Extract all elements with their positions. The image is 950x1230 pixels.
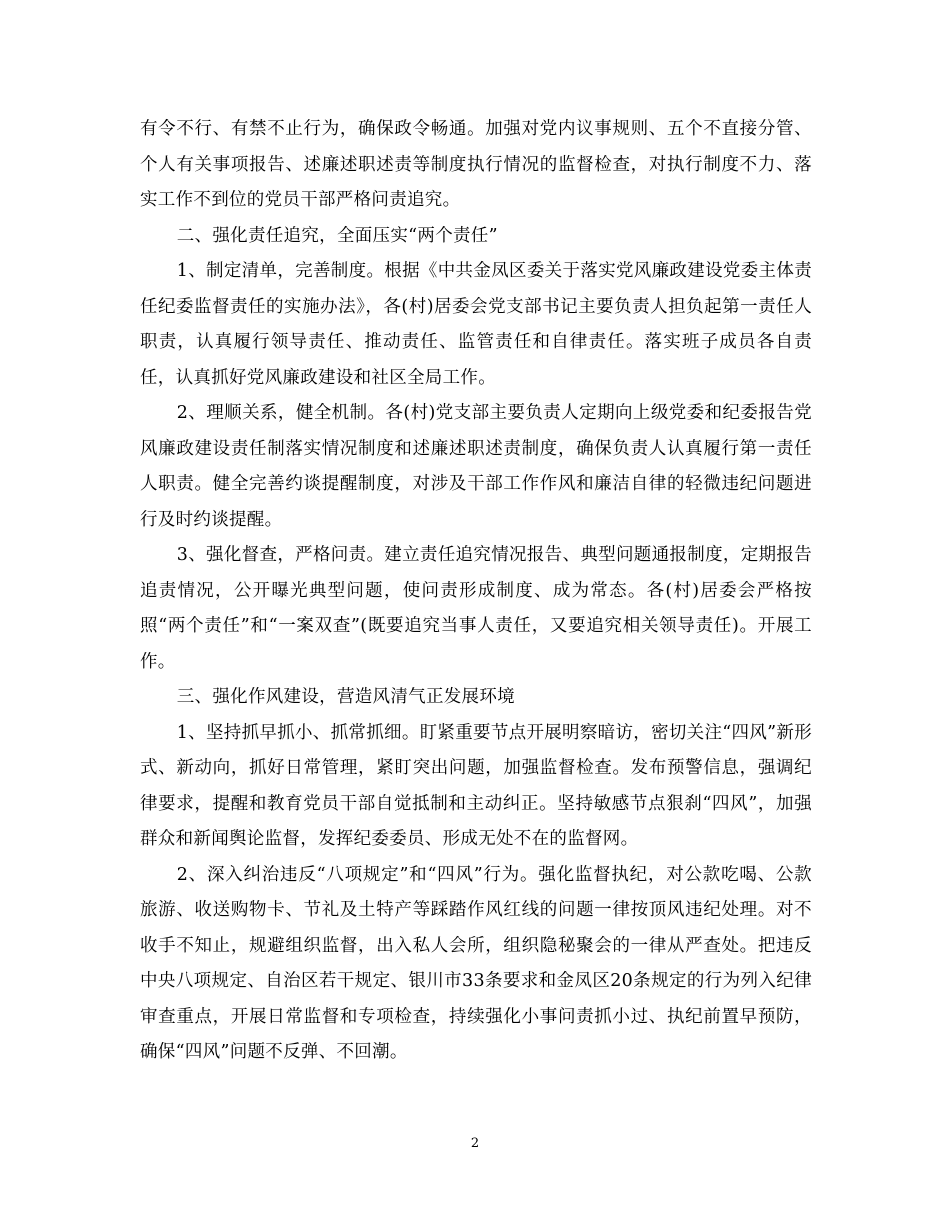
paragraph-3-1: 1、坚持抓早抓小、抓常抓细。盯紧重要节点开展明察暗访，密切关注“四风”新形式、新动向，抓好日常管理，紧盯突出问题，加强监督检查。发布预警信息，强调纪律要求，提醒和教育党员干部自觉抵制和主动纠正。坚持敏感节点狠刹“四风”，加强群众和新闻舆论监督，发挥纪委委员、形成无处不在的监督网。 [140, 722, 812, 849]
paragraph-2-2: 2、理顺关系，健全机制。各(村)党支部主要负责人定期向上级党委和纪委报告党风廉政建设责任制落实情况制度和述廉述职述责制度，确保负责人认真履行第一责任人职责。健全完善约谈提醒制度，对涉及干部工作作风和廉洁自律的轻微违纪问题进行及时约谈提醒。 [140, 403, 812, 530]
paragraph-continuation: 有令不行、有禁不止行为，确保政令畅通。加强对党内议事规则、五个不直接分管、个人有关事项报告、述廉述职述责等制度执行情况的监督检查，对执行制度不力、落实工作不到位的党员干部严格问责追究。 [140, 119, 812, 210]
section-heading-3: 三、强化作风建设，营造风清气正发展环境 [176, 687, 515, 707]
paragraph-2-3: 3、强化督查，严格问责。建立责任追究情况报告、典型问题通报制度，定期报告追责情况，公开曝光典型问题，使问责形成制度、成为常态。各(村)居委会严格按照“两个责任”和“一案双查”(既要追究当事人责任，又要追究相关领导责任)。开展工作。 [140, 545, 812, 672]
document-body [140, 112, 812, 1071]
paragraph-2-1: 1、制定清单，完善制度。根据《中共金凤区委关于落实党风廉政建设党委主体责任纪委监督责任的实施办法》，各(村)居委会党支部书记主要负责人担负起第一责任人职责，认真履行领导责任、推动责任、监管责任和自律责任。落实班子成员各自责任，认真抓好党风廉政建设和社区全局工作。 [140, 261, 812, 388]
page-number: 2 [470, 1136, 480, 1151]
section-heading-2: 二、强化责任追究，全面压实“两个责任” [176, 225, 498, 246]
paragraph-3-2: 2、深入纠治违反“八项规定”和“四风”行为。强化监督执纪，对公款吃喝、公款旅游、收送购物卡、节礼及土特产等踩踏作风红线的问题一律按顶风违纪处理。对不收手不知止，规避组织监督，出入私人会所，组织隐秘聚会的一律从严查处。把违反中央八项规定、自治区若干规定、银川市33条要求和金凤区20条规定的行为列入纪律审查重点，开展日常监督和专项检查，持续强化小事问责抓小过、执纪前置早预防，确保“四风”问题不反弹、不回潮。 [140, 864, 812, 1062]
